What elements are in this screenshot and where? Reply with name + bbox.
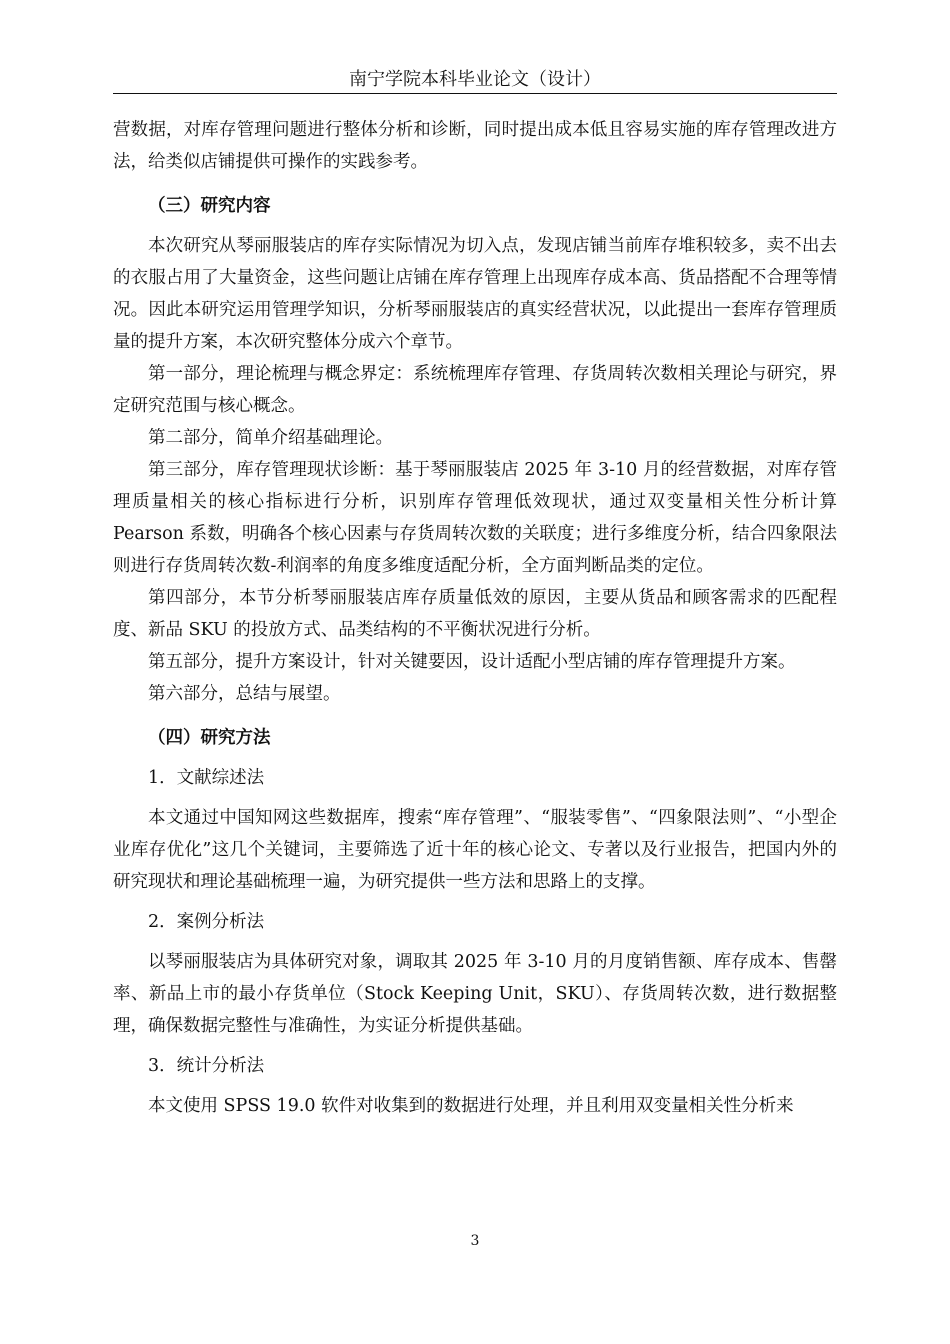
paragraph: 第二部分，简单介绍基础理论。 [148, 428, 393, 448]
subsection-heading: 1．文献综述法 [148, 768, 265, 788]
section-heading: （四）研究方法 [148, 728, 271, 748]
paragraph: 本文使用 SPSS 19.0 软件对收集到的数据进行处理，并且利用双变量相关性分析来 [148, 1096, 794, 1116]
paragraph: 本次研究从琴丽服装店的库存实际情况为切入点，发现店铺当前库存堆积较多，卖不出去的衣服占用了大量资金，这些问题让店铺在库存管理上出现库存成本高、货品搭配不合理等情况。因此本研究运用管理学知识，分析琴丽服装店的真实经营状况，以此提出一套库存管理质量的提升方案，本次研究整体分成六个章节。 [113, 236, 837, 352]
section-heading: （三）研究内容 [148, 196, 271, 216]
header-rule [113, 93, 837, 94]
subsection-heading: 2．案例分析法 [148, 912, 265, 932]
paragraph: 本文通过中国知网这些数据库，搜索“库存管理”、“服装零售”、“四象限法则”、“小型企业库存优化”这几个关键词，主要筛选了近十年的核心论文、专著以及行业报告，把国内外的研究现状和理论基础梳理一遍，为研究提供一些方法和思路上的支撑。 [113, 808, 837, 892]
paragraph: 第三部分，库存管理现状诊断：基于琴丽服装店 2025 年 3-10 月的经营数据，对库存管理质量相关的核心指标进行分析，识别库存管理低效现状，通过双变量相关性分析计算 Pearson 系数，明确各个核心因素与存货周转次数的关联度；进行多维度分析，结合四象限法则进行存货周转次数-利润率的角度多维度适配分析，全方面判断品类的定位。 [113, 460, 837, 576]
subsection-heading: 3．统计分析法 [148, 1056, 265, 1076]
page-number: 3 [470, 1233, 480, 1249]
paragraph: 第四部分，本节分析琴丽服装店库存质量低效的原因，主要从货品和顾客需求的匹配程度、新品 SKU 的投放方式、品类结构的不平衡状况进行分析。 [113, 588, 837, 640]
running-header: 南宁学院本科毕业论文（设计） [349, 69, 601, 90]
paragraph: 第六部分，总结与展望。 [148, 684, 341, 704]
paragraph-continued: 营数据，对库存管理问题进行整体分析和诊断，同时提出成本低且容易实施的库存管理改进方法，给类似店铺提供可操作的实践参考。 [113, 120, 837, 172]
paragraph: 第五部分，提升方案设计，针对关键要因，设计适配小型店铺的库存管理提升方案。 [148, 652, 796, 672]
body-text [113, 114, 837, 1122]
paragraph: 以琴丽服装店为具体研究对象，调取其 2025 年 3-10 月的月度销售额、库存成本、售罄率、新品上市的最小存货单位（Stock Keeping Unit，SKU）、存货周转次数，进行数据整理，确保数据完整性与准确性，为实证分析提供基础。 [113, 952, 837, 1036]
paragraph: 第一部分，理论梳理与概念界定：系统梳理库存管理、存货周转次数相关理论与研究，界定研究范围与核心概念。 [113, 364, 837, 416]
